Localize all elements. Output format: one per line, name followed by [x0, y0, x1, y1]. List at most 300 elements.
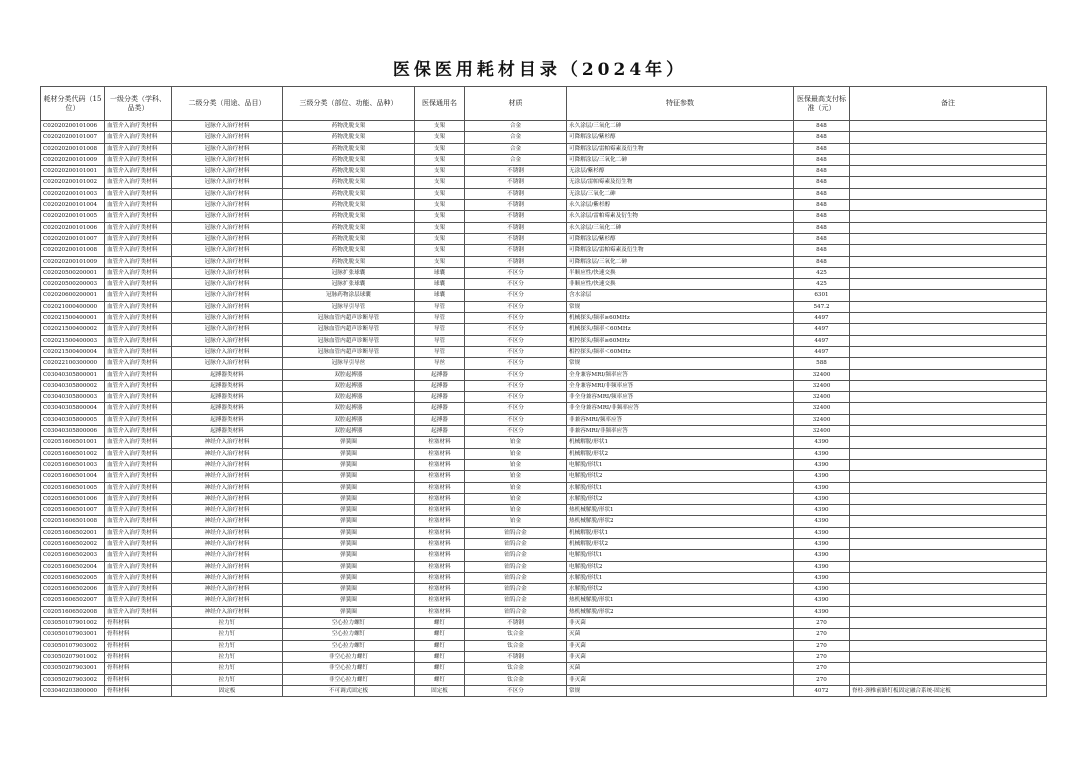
table-row	[41, 256, 1047, 267]
cell-level3: 药物洗脱支架	[283, 188, 415, 199]
cell-level2: 神经介入治疗材料	[172, 606, 283, 617]
cell-remarks	[850, 426, 1047, 437]
cell-material: 不锈钢	[465, 256, 567, 267]
cell-level1: 血管介入治疗类材料	[105, 493, 172, 504]
cell-code: C03040305800005	[41, 414, 105, 425]
cell-max-payment: 425	[794, 267, 850, 278]
cell-features: 机械解脱/形状1	[567, 437, 794, 448]
cell-level2: 神经介入治疗材料	[172, 448, 283, 459]
cell-material: 不锈钢	[465, 245, 567, 256]
header-level1: 一级分类（学科、品类）	[105, 87, 172, 121]
cell-code: C02051606502004	[41, 561, 105, 572]
table-row	[41, 606, 1047, 617]
cell-features: 非灭菌	[567, 674, 794, 685]
cell-remarks	[850, 121, 1047, 132]
table-row	[41, 301, 1047, 312]
cell-material: 不区分	[465, 414, 567, 425]
table-row	[41, 121, 1047, 132]
cell-generic-name: 支架	[415, 132, 465, 143]
cell-remarks	[850, 380, 1047, 391]
cell-code: C02020200101007	[41, 132, 105, 143]
cell-max-payment: 848	[794, 121, 850, 132]
cell-remarks	[850, 482, 1047, 493]
cell-level3: 药物洗脱支架	[283, 200, 415, 211]
cell-remarks	[850, 166, 1047, 177]
cell-generic-name: 栓塞材料	[415, 606, 465, 617]
cell-remarks	[850, 245, 1047, 256]
cell-generic-name: 支架	[415, 200, 465, 211]
cell-generic-name: 球囊	[415, 290, 465, 301]
cell-remarks	[850, 538, 1047, 549]
cell-level3: 药物洗脱支架	[283, 256, 415, 267]
cell-generic-name: 螺钉	[415, 618, 465, 629]
cell-code: C02021000400000	[41, 301, 105, 312]
cell-generic-name: 栓塞材料	[415, 437, 465, 448]
cell-level1: 血管介入治疗类材料	[105, 437, 172, 448]
cell-features: 非灭菌	[567, 640, 794, 651]
cell-level1: 血管介入治疗类材料	[105, 538, 172, 549]
cell-code: C02020200101001	[41, 166, 105, 177]
cell-code: C02051606501005	[41, 482, 105, 493]
table-row	[41, 674, 1047, 685]
cell-remarks	[850, 606, 1047, 617]
cell-level2: 神经介入治疗材料	[172, 550, 283, 561]
cell-features: 全身兼容MRI/非频率应答	[567, 380, 794, 391]
cell-code: C02051606502003	[41, 550, 105, 561]
cell-level2: 起搏器类材料	[172, 380, 283, 391]
cell-generic-name: 栓塞材料	[415, 595, 465, 606]
cell-code: C03050107903001	[41, 629, 105, 640]
cell-features: 可降解涂层/三氧化二砷	[567, 256, 794, 267]
cell-features: 可降解涂层/雷帕霉素及衍生物	[567, 143, 794, 154]
cell-level2: 冠脉介入治疗材料	[172, 211, 283, 222]
table-row	[41, 245, 1047, 256]
cell-level3: 冠脉扩张球囊	[283, 267, 415, 278]
cell-code: C02020200101003	[41, 188, 105, 199]
cell-max-payment: 4390	[794, 471, 850, 482]
cell-code: C03040203800000	[41, 685, 105, 696]
cell-level2: 神经介入治疗材料	[172, 527, 283, 538]
cell-max-payment: 848	[794, 143, 850, 154]
cell-remarks	[850, 640, 1047, 651]
cell-level3: 药物洗脱支架	[283, 143, 415, 154]
cell-code: C02051606501001	[41, 437, 105, 448]
cell-features: 可降解涂层/雷帕霉素及衍生物	[567, 245, 794, 256]
cell-level2: 冠脉介入治疗材料	[172, 200, 283, 211]
cell-code: C02051606501008	[41, 516, 105, 527]
cell-max-payment: 4390	[794, 505, 850, 516]
cell-level2: 神经介入治疗材料	[172, 437, 283, 448]
cell-max-payment: 4390	[794, 459, 850, 470]
cell-material: 合金	[465, 132, 567, 143]
cell-level1: 血管介入治疗类材料	[105, 606, 172, 617]
cell-level3: 药物洗脱支架	[283, 211, 415, 222]
cell-level3: 药物洗脱支架	[283, 166, 415, 177]
cell-remarks	[850, 437, 1047, 448]
cell-material: 不区分	[465, 313, 567, 324]
cell-code: C02021500400004	[41, 346, 105, 357]
cell-material: 不锈钢	[465, 618, 567, 629]
cell-max-payment: 32400	[794, 392, 850, 403]
cell-level1: 血管介入治疗类材料	[105, 392, 172, 403]
cell-level2: 拉力钉	[172, 674, 283, 685]
cell-code: C02051606501006	[41, 493, 105, 504]
cell-generic-name: 导管	[415, 324, 465, 335]
cell-material: 不区分	[465, 358, 567, 369]
table-row	[41, 313, 1047, 324]
cell-level3: 弹簧圈	[283, 561, 415, 572]
cell-generic-name: 支架	[415, 233, 465, 244]
cell-level2: 神经介入治疗材料	[172, 471, 283, 482]
cell-features: 机械解脱/形状2	[567, 448, 794, 459]
cell-generic-name: 支架	[415, 121, 465, 132]
cell-material: 不区分	[465, 685, 567, 696]
cell-level3: 不可调式固定板	[283, 685, 415, 696]
cell-code: C02051606501004	[41, 471, 105, 482]
cell-remarks	[850, 211, 1047, 222]
cell-features: 水解脱/形状2	[567, 584, 794, 595]
cell-level3: 弹簧圈	[283, 471, 415, 482]
cell-remarks	[850, 493, 1047, 504]
cell-material: 铂金	[465, 482, 567, 493]
cell-remarks	[850, 143, 1047, 154]
cell-code: C02051606501002	[41, 448, 105, 459]
cell-features: 非全身兼容MRI/非频率应答	[567, 403, 794, 414]
cell-remarks	[850, 290, 1047, 301]
table-row	[41, 538, 1047, 549]
table-row	[41, 200, 1047, 211]
cell-features: 非灭菌	[567, 651, 794, 662]
cell-max-payment: 32400	[794, 403, 850, 414]
cell-level3: 弹簧圈	[283, 482, 415, 493]
cell-remarks	[850, 177, 1047, 188]
cell-level2: 拉力钉	[172, 618, 283, 629]
cell-features: 无涂层/紫杉醇	[567, 166, 794, 177]
cell-code: C02022100300000	[41, 358, 105, 369]
cell-max-payment: 4390	[794, 606, 850, 617]
cell-max-payment: 4390	[794, 516, 850, 527]
cell-max-payment: 4390	[794, 561, 850, 572]
cell-generic-name: 栓塞材料	[415, 584, 465, 595]
cell-remarks	[850, 663, 1047, 674]
cell-max-payment: 4390	[794, 437, 850, 448]
cell-level3: 弹簧圈	[283, 595, 415, 606]
cell-level3: 弹簧圈	[283, 584, 415, 595]
cell-level2: 冠脉介入治疗材料	[172, 233, 283, 244]
cell-features: 可降解涂层/紫杉醇	[567, 233, 794, 244]
cell-max-payment: 32400	[794, 414, 850, 425]
cell-level1: 骨科材料	[105, 629, 172, 640]
cell-generic-name: 球囊	[415, 279, 465, 290]
cell-code: C02020200101005	[41, 211, 105, 222]
cell-generic-name: 栓塞材料	[415, 459, 465, 470]
cell-code: C02051606501007	[41, 505, 105, 516]
cell-max-payment: 547.2	[794, 301, 850, 312]
cell-level3: 空心拉力螺钉	[283, 629, 415, 640]
cell-level1: 血管介入治疗类材料	[105, 335, 172, 346]
cell-max-payment: 4497	[794, 313, 850, 324]
cell-features: 非兼容MRI/频率应答	[567, 414, 794, 425]
cell-material: 铂金	[465, 471, 567, 482]
cell-features: 可降解涂层/紫杉醇	[567, 132, 794, 143]
cell-level2: 冠脉介入治疗材料	[172, 267, 283, 278]
cell-level3: 弹簧圈	[283, 527, 415, 538]
cell-level1: 血管介入治疗类材料	[105, 245, 172, 256]
cell-remarks	[850, 279, 1047, 290]
table-row	[41, 685, 1047, 696]
cell-generic-name: 起搏器	[415, 403, 465, 414]
cell-code: C02051606501003	[41, 459, 105, 470]
cell-max-payment: 32400	[794, 369, 850, 380]
cell-generic-name: 栓塞材料	[415, 561, 465, 572]
cell-level2: 冠脉介入治疗材料	[172, 143, 283, 154]
cell-material: 不区分	[465, 267, 567, 278]
cell-remarks	[850, 369, 1047, 380]
cell-level3: 冠脉扩张球囊	[283, 279, 415, 290]
cell-material: 不区分	[465, 301, 567, 312]
cell-generic-name: 起搏器	[415, 414, 465, 425]
cell-max-payment: 848	[794, 256, 850, 267]
table-row	[41, 505, 1047, 516]
cell-features: 机械解脱/形状2	[567, 538, 794, 549]
cell-material: 铂钨合金	[465, 606, 567, 617]
cell-level1: 血管介入治疗类材料	[105, 572, 172, 583]
cell-level3: 非空心拉力螺钉	[283, 651, 415, 662]
cell-level1: 血管介入治疗类材料	[105, 166, 172, 177]
cell-max-payment: 848	[794, 154, 850, 165]
cell-level2: 神经介入治疗材料	[172, 572, 283, 583]
cell-features: 永久涂层/紫杉醇	[567, 200, 794, 211]
cell-level3: 药物洗脱支架	[283, 245, 415, 256]
cell-level3: 药物洗脱支架	[283, 233, 415, 244]
cell-remarks	[850, 256, 1047, 267]
cell-max-payment: 4390	[794, 584, 850, 595]
cell-generic-name: 导管	[415, 301, 465, 312]
cell-level3: 药物洗脱支架	[283, 222, 415, 233]
cell-level3: 非空心拉力螺钉	[283, 674, 415, 685]
cell-generic-name: 起搏器	[415, 392, 465, 403]
cell-code: C02021500400001	[41, 313, 105, 324]
cell-remarks	[850, 618, 1047, 629]
cell-level2: 拉力钉	[172, 663, 283, 674]
cell-material: 不锈钢	[465, 233, 567, 244]
cell-features: 电解脱/形状2	[567, 561, 794, 572]
cell-features: 永久涂层/雷帕霉素及衍生物	[567, 211, 794, 222]
cell-max-payment: 4390	[794, 482, 850, 493]
cell-level1: 血管介入治疗类材料	[105, 527, 172, 538]
cell-features: 热机械解脱/形状2	[567, 606, 794, 617]
cell-material: 合金	[465, 143, 567, 154]
cell-remarks	[850, 222, 1047, 233]
cell-level1: 血管介入治疗类材料	[105, 313, 172, 324]
cell-remarks	[850, 527, 1047, 538]
table-row	[41, 618, 1047, 629]
table-row	[41, 222, 1047, 233]
cell-generic-name: 螺钉	[415, 663, 465, 674]
cell-generic-name: 支架	[415, 245, 465, 256]
cell-code: C03050107901002	[41, 618, 105, 629]
table-row	[41, 651, 1047, 662]
cell-max-payment: 848	[794, 200, 850, 211]
cell-level1: 血管介入治疗类材料	[105, 550, 172, 561]
cell-level3: 弹簧圈	[283, 448, 415, 459]
cell-remarks	[850, 651, 1047, 662]
cell-material: 合金	[465, 121, 567, 132]
cell-level2: 起搏器类材料	[172, 414, 283, 425]
cell-level1: 血管介入治疗类材料	[105, 267, 172, 278]
cell-features: 永久涂层/三氧化二砷	[567, 121, 794, 132]
cell-max-payment: 848	[794, 188, 850, 199]
cell-generic-name: 球囊	[415, 267, 465, 278]
cell-code: C03050207903001	[41, 663, 105, 674]
cell-code: C03040305800004	[41, 403, 105, 414]
cell-code: C02051606502007	[41, 595, 105, 606]
cell-generic-name: 栓塞材料	[415, 493, 465, 504]
cell-level3: 弹簧圈	[283, 505, 415, 516]
cell-features: 水解脱/形状1	[567, 572, 794, 583]
cell-level2: 固定板	[172, 685, 283, 696]
table-row	[41, 346, 1047, 357]
header-code: 耗材分类代码（15位）	[41, 87, 105, 121]
cell-level1: 骨科材料	[105, 640, 172, 651]
table-row	[41, 516, 1047, 527]
cell-level2: 冠脉介入治疗材料	[172, 324, 283, 335]
table-row	[41, 426, 1047, 437]
table-row	[41, 629, 1047, 640]
cell-code: C02020200101008	[41, 245, 105, 256]
cell-material: 铂钨合金	[465, 550, 567, 561]
cell-remarks	[850, 335, 1047, 346]
table-row	[41, 640, 1047, 651]
cell-max-payment: 4497	[794, 346, 850, 357]
table-row	[41, 279, 1047, 290]
cell-material: 铂钨合金	[465, 595, 567, 606]
cell-level1: 血管介入治疗类材料	[105, 324, 172, 335]
cell-level1: 血管介入治疗类材料	[105, 505, 172, 516]
cell-max-payment: 848	[794, 177, 850, 188]
cell-remarks	[850, 188, 1047, 199]
cell-generic-name: 螺钉	[415, 651, 465, 662]
cell-level3: 冠脉导引导管	[283, 301, 415, 312]
cell-max-payment: 848	[794, 233, 850, 244]
cell-generic-name: 固定板	[415, 685, 465, 696]
cell-level2: 起搏器类材料	[172, 369, 283, 380]
cell-material: 不区分	[465, 403, 567, 414]
cell-max-payment: 270	[794, 663, 850, 674]
cell-code: C03040305800006	[41, 426, 105, 437]
cell-level2: 神经介入治疗材料	[172, 584, 283, 595]
cell-material: 铂钨合金	[465, 572, 567, 583]
cell-material: 不区分	[465, 392, 567, 403]
cell-material: 不区分	[465, 324, 567, 335]
cell-remarks	[850, 200, 1047, 211]
cell-level2: 神经介入治疗材料	[172, 595, 283, 606]
cell-level1: 血管介入治疗类材料	[105, 482, 172, 493]
table-row	[41, 471, 1047, 482]
cell-remarks	[850, 674, 1047, 685]
cell-features: 无涂层/三氧化二砷	[567, 188, 794, 199]
table-row	[41, 572, 1047, 583]
cell-code: C02020200101004	[41, 200, 105, 211]
cell-level2: 冠脉介入治疗材料	[172, 335, 283, 346]
cell-generic-name: 栓塞材料	[415, 505, 465, 516]
cell-remarks	[850, 584, 1047, 595]
cell-features: 含水涂层	[567, 290, 794, 301]
cell-generic-name: 栓塞材料	[415, 471, 465, 482]
cell-remarks	[850, 516, 1047, 527]
cell-generic-name: 支架	[415, 166, 465, 177]
cell-material: 钛合金	[465, 640, 567, 651]
cell-remarks	[850, 459, 1047, 470]
cell-level3: 弹簧圈	[283, 459, 415, 470]
cell-remarks	[850, 629, 1047, 640]
cell-code: C02020200101008	[41, 143, 105, 154]
cell-max-payment: 270	[794, 629, 850, 640]
header-level3: 三级分类（部位、功能、品种）	[283, 87, 415, 121]
cell-remarks	[850, 595, 1047, 606]
cell-generic-name: 栓塞材料	[415, 516, 465, 527]
cell-features: 电解脱/形状2	[567, 471, 794, 482]
cell-level1: 血管介入治疗类材料	[105, 177, 172, 188]
cell-level3: 双腔起搏器	[283, 369, 415, 380]
cell-material: 铂钨合金	[465, 527, 567, 538]
cell-remarks	[850, 358, 1047, 369]
table-row	[41, 369, 1047, 380]
cell-level3: 弹簧圈	[283, 606, 415, 617]
cell-code: C02020200101009	[41, 154, 105, 165]
cell-features: 灭菌	[567, 629, 794, 640]
cell-level2: 神经介入治疗材料	[172, 561, 283, 572]
table-row	[41, 358, 1047, 369]
cell-code: C02020500200001	[41, 267, 105, 278]
cell-generic-name: 支架	[415, 177, 465, 188]
cell-material: 不锈钢	[465, 188, 567, 199]
table-row	[41, 335, 1047, 346]
cell-material: 不锈钢	[465, 200, 567, 211]
table-row	[41, 177, 1047, 188]
cell-code: C03040305800002	[41, 380, 105, 391]
cell-level1: 血管介入治疗类材料	[105, 211, 172, 222]
cell-code: C03040305800001	[41, 369, 105, 380]
table-row	[41, 188, 1047, 199]
table-row	[41, 482, 1047, 493]
cell-max-payment: 4390	[794, 538, 850, 549]
cell-features: 水解脱/形状2	[567, 493, 794, 504]
table-row	[41, 132, 1047, 143]
cell-code: C02020600200001	[41, 290, 105, 301]
cell-features: 常规	[567, 685, 794, 696]
cell-level1: 骨科材料	[105, 685, 172, 696]
cell-material: 铂钨合金	[465, 561, 567, 572]
cell-code: C02051606502005	[41, 572, 105, 583]
cell-level1: 血管介入治疗类材料	[105, 233, 172, 244]
cell-level3: 弹簧圈	[283, 437, 415, 448]
cell-remarks	[850, 505, 1047, 516]
cell-material: 不区分	[465, 290, 567, 301]
cell-max-payment: 4390	[794, 493, 850, 504]
cell-level1: 血管介入治疗类材料	[105, 369, 172, 380]
cell-level2: 冠脉介入治疗材料	[172, 154, 283, 165]
table-row	[41, 595, 1047, 606]
cell-remarks	[850, 346, 1047, 357]
cell-level2: 冠脉介入治疗材料	[172, 290, 283, 301]
cell-max-payment: 4497	[794, 324, 850, 335]
cell-level1: 血管介入治疗类材料	[105, 516, 172, 527]
header-max-payment: 医保最高支付标准（元）	[794, 87, 850, 121]
cell-generic-name: 起搏器	[415, 369, 465, 380]
cell-material: 不区分	[465, 346, 567, 357]
cell-level2: 冠脉介入治疗材料	[172, 245, 283, 256]
